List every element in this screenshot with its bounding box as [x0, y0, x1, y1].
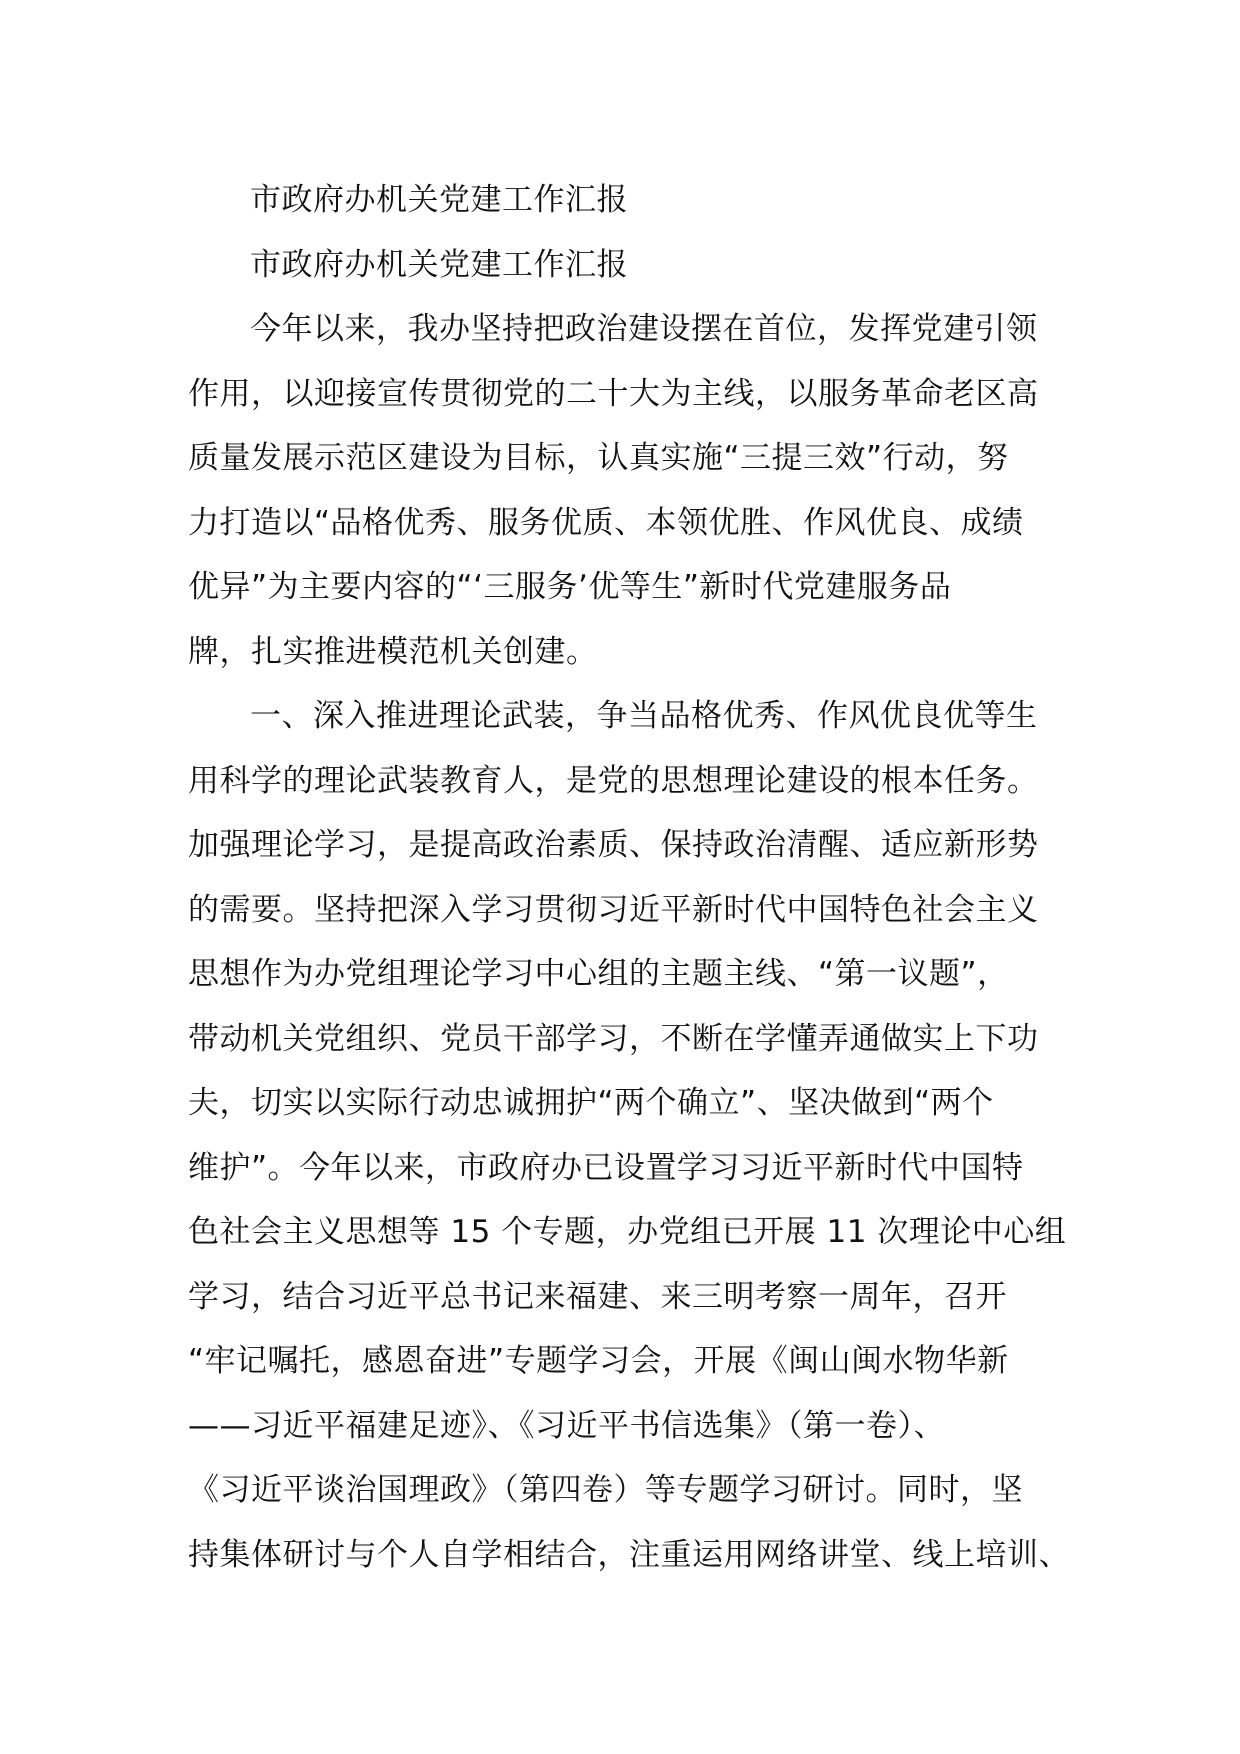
paragraph-line: 学习，结合习近平总书记来福建、来三明考察一周年，召开 — [188, 1278, 1007, 1315]
paragraph-line: 作用，以迎接宣传贯彻党的二十大为主线，以服务革命老区高 — [188, 375, 1039, 412]
paragraph-line: ——习近平福建足迹》、《习近平书信选集》（第一卷）、 — [188, 1407, 945, 1444]
paragraph-line: 今年以来，我办坚持把政治建设摆在首位，发挥党建引领 — [250, 311, 1038, 347]
paragraph-line: 带动机关党组织、党员干部学习，不断在学懂弄通做实上下功 — [188, 1020, 1039, 1057]
paragraph-line: 维护”。今年以来，市政府办已设置学习习近平新时代中国特 — [188, 1149, 1024, 1186]
paragraph-line: 质量发展示范区建设为目标，认真实施“三提三效”行动，努 — [188, 440, 1009, 476]
paragraph-line: 加强理论学习，是提高政治素质、保持政治清醒、适应新形势 — [188, 827, 1039, 863]
paragraph-line: 的需要。坚持把深入学习贯彻习近平新时代中国特色社会主义 — [188, 891, 1039, 928]
document-page — [188, 168, 1070, 1587]
paragraph-line: 持集体研讨与个人自学相结合，注重运用网络讲堂、线上培训、 — [188, 1536, 1070, 1573]
document-title: 市政府办机关党建工作汇报 — [250, 182, 628, 218]
paragraph-line: 夫，切实以实际行动忠诚拥护“两个确立”、坚决做到“两个 — [188, 1085, 994, 1121]
paragraph-line: 优异”为主要内容的“‘三服务’优等生”新时代党建服务品 — [188, 569, 952, 605]
paragraph-line: 力打造以“品格优秀、服务优质、本领优胜、作风优良、成绩 — [188, 504, 1024, 541]
paragraph-line: 思想作为办党组理论学习中心组的主题主线、“第一议题”， — [188, 956, 1009, 992]
intro-paragraph — [188, 297, 1060, 684]
section-1-paragraph — [188, 749, 1070, 1588]
paragraph-line: 用科学的理论武装教育人，是党的思想理论建设的根本任务。 — [188, 762, 1039, 799]
document-subtitle: 市政府办机关党建工作汇报 — [250, 246, 628, 283]
paragraph-line: 牌，扎实推进模范机关创建。 — [188, 633, 598, 670]
paragraph-line: 色社会主义思想等 15 个专题，办党组已开展 11 次理论中心组 — [188, 1214, 1067, 1250]
paragraph-line: 《习近平谈治国理政》（第四卷）等专题学习研讨。同时，坚 — [188, 1472, 1023, 1508]
section-heading: 一、深入推进理论武装，争当品格优秀、作风优良优等生 — [250, 698, 1038, 734]
paragraph-line: “牢记嘱托，感恩奋进”专题学习会，开展《闽山闽水物华新 — [188, 1343, 1009, 1379]
